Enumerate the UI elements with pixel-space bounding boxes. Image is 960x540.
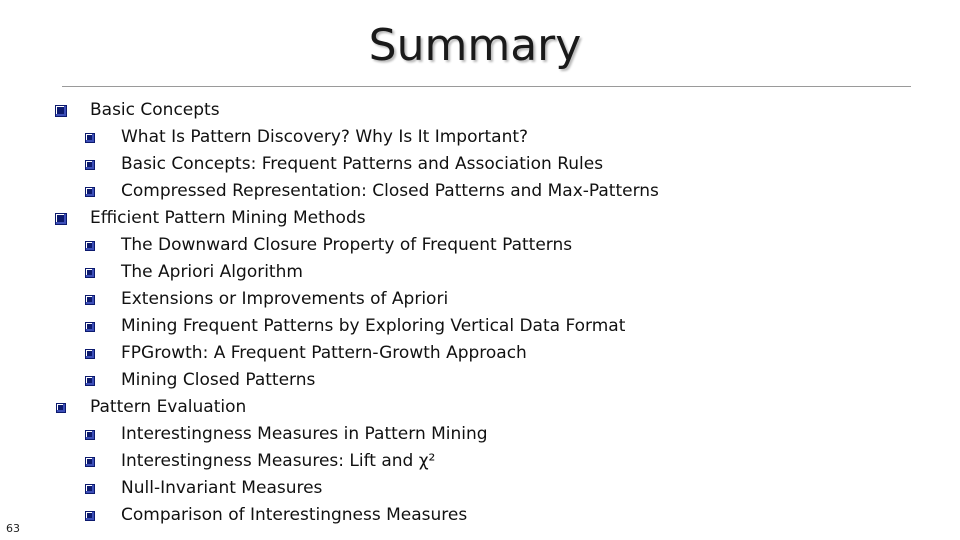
outline-item xyxy=(0,286,960,313)
square-bullet-icon xyxy=(85,133,95,143)
outline-item xyxy=(0,259,960,286)
outline-section-efficient-methods xyxy=(0,205,960,232)
outline-item xyxy=(0,502,960,529)
item-label: Null-Invariant Measures xyxy=(121,478,323,498)
item-label: The Downward Closure Property of Frequent Patterns xyxy=(121,235,573,255)
item-label: Basic Concepts: Frequent Patterns and Association Rules xyxy=(121,154,604,174)
item-label: Extensions or Improvements of Apriori xyxy=(121,289,449,309)
square-bullet-icon xyxy=(85,430,95,440)
item-label: Compressed Representation: Closed Patterns and Max-Patterns xyxy=(121,181,659,201)
square-bullet-icon xyxy=(85,241,95,251)
outline-item xyxy=(0,313,960,340)
outline-item xyxy=(0,124,960,151)
item-label: Interestingness Measures in Pattern Mining xyxy=(121,424,488,444)
item-label: Mining Closed Patterns xyxy=(121,370,316,390)
title-divider xyxy=(62,86,911,87)
slide-number: 63 xyxy=(6,522,20,535)
outline-item xyxy=(0,367,960,394)
outline-item xyxy=(0,151,960,178)
item-label: What Is Pattern Discovery? Why Is It Important? xyxy=(121,127,529,147)
outline-item xyxy=(0,421,960,448)
section-label: Efficient Pattern Mining Methods xyxy=(90,208,366,228)
item-label: Comparison of Interestingness Measures xyxy=(121,505,468,525)
item-label: Mining Frequent Patterns by Exploring Vertical Data Format xyxy=(121,316,626,336)
section-label: Basic Concepts xyxy=(90,100,220,120)
square-bullet-icon xyxy=(85,295,95,305)
square-bullet-icon xyxy=(85,322,95,332)
slide-title-text: Summary xyxy=(368,20,582,71)
square-bullet-icon xyxy=(55,105,67,117)
square-bullet-icon xyxy=(55,213,67,225)
outline-item xyxy=(0,232,960,259)
summary-outline xyxy=(0,97,960,529)
square-bullet-icon xyxy=(85,457,95,467)
outline-item xyxy=(0,340,960,367)
outline-section-basic-concepts xyxy=(0,97,960,124)
square-bullet-icon xyxy=(56,403,66,413)
square-bullet-icon xyxy=(85,349,95,359)
item-label: The Apriori Algorithm xyxy=(121,262,303,282)
square-bullet-icon xyxy=(85,187,95,197)
square-bullet-icon xyxy=(85,160,95,170)
outline-section-pattern-evaluation xyxy=(0,394,960,421)
square-bullet-icon xyxy=(85,511,95,521)
square-bullet-icon xyxy=(85,484,95,494)
outline-item xyxy=(0,178,960,205)
outline-item xyxy=(0,475,960,502)
square-bullet-icon xyxy=(85,376,95,386)
outline-item xyxy=(0,448,960,475)
section-label: Pattern Evaluation xyxy=(90,397,247,417)
item-label: Interestingness Measures: Lift and χ² xyxy=(121,451,436,471)
square-bullet-icon xyxy=(85,268,95,278)
slide-title xyxy=(0,16,950,76)
item-label: FPGrowth: A Frequent Pattern-Growth Approach xyxy=(121,343,527,363)
